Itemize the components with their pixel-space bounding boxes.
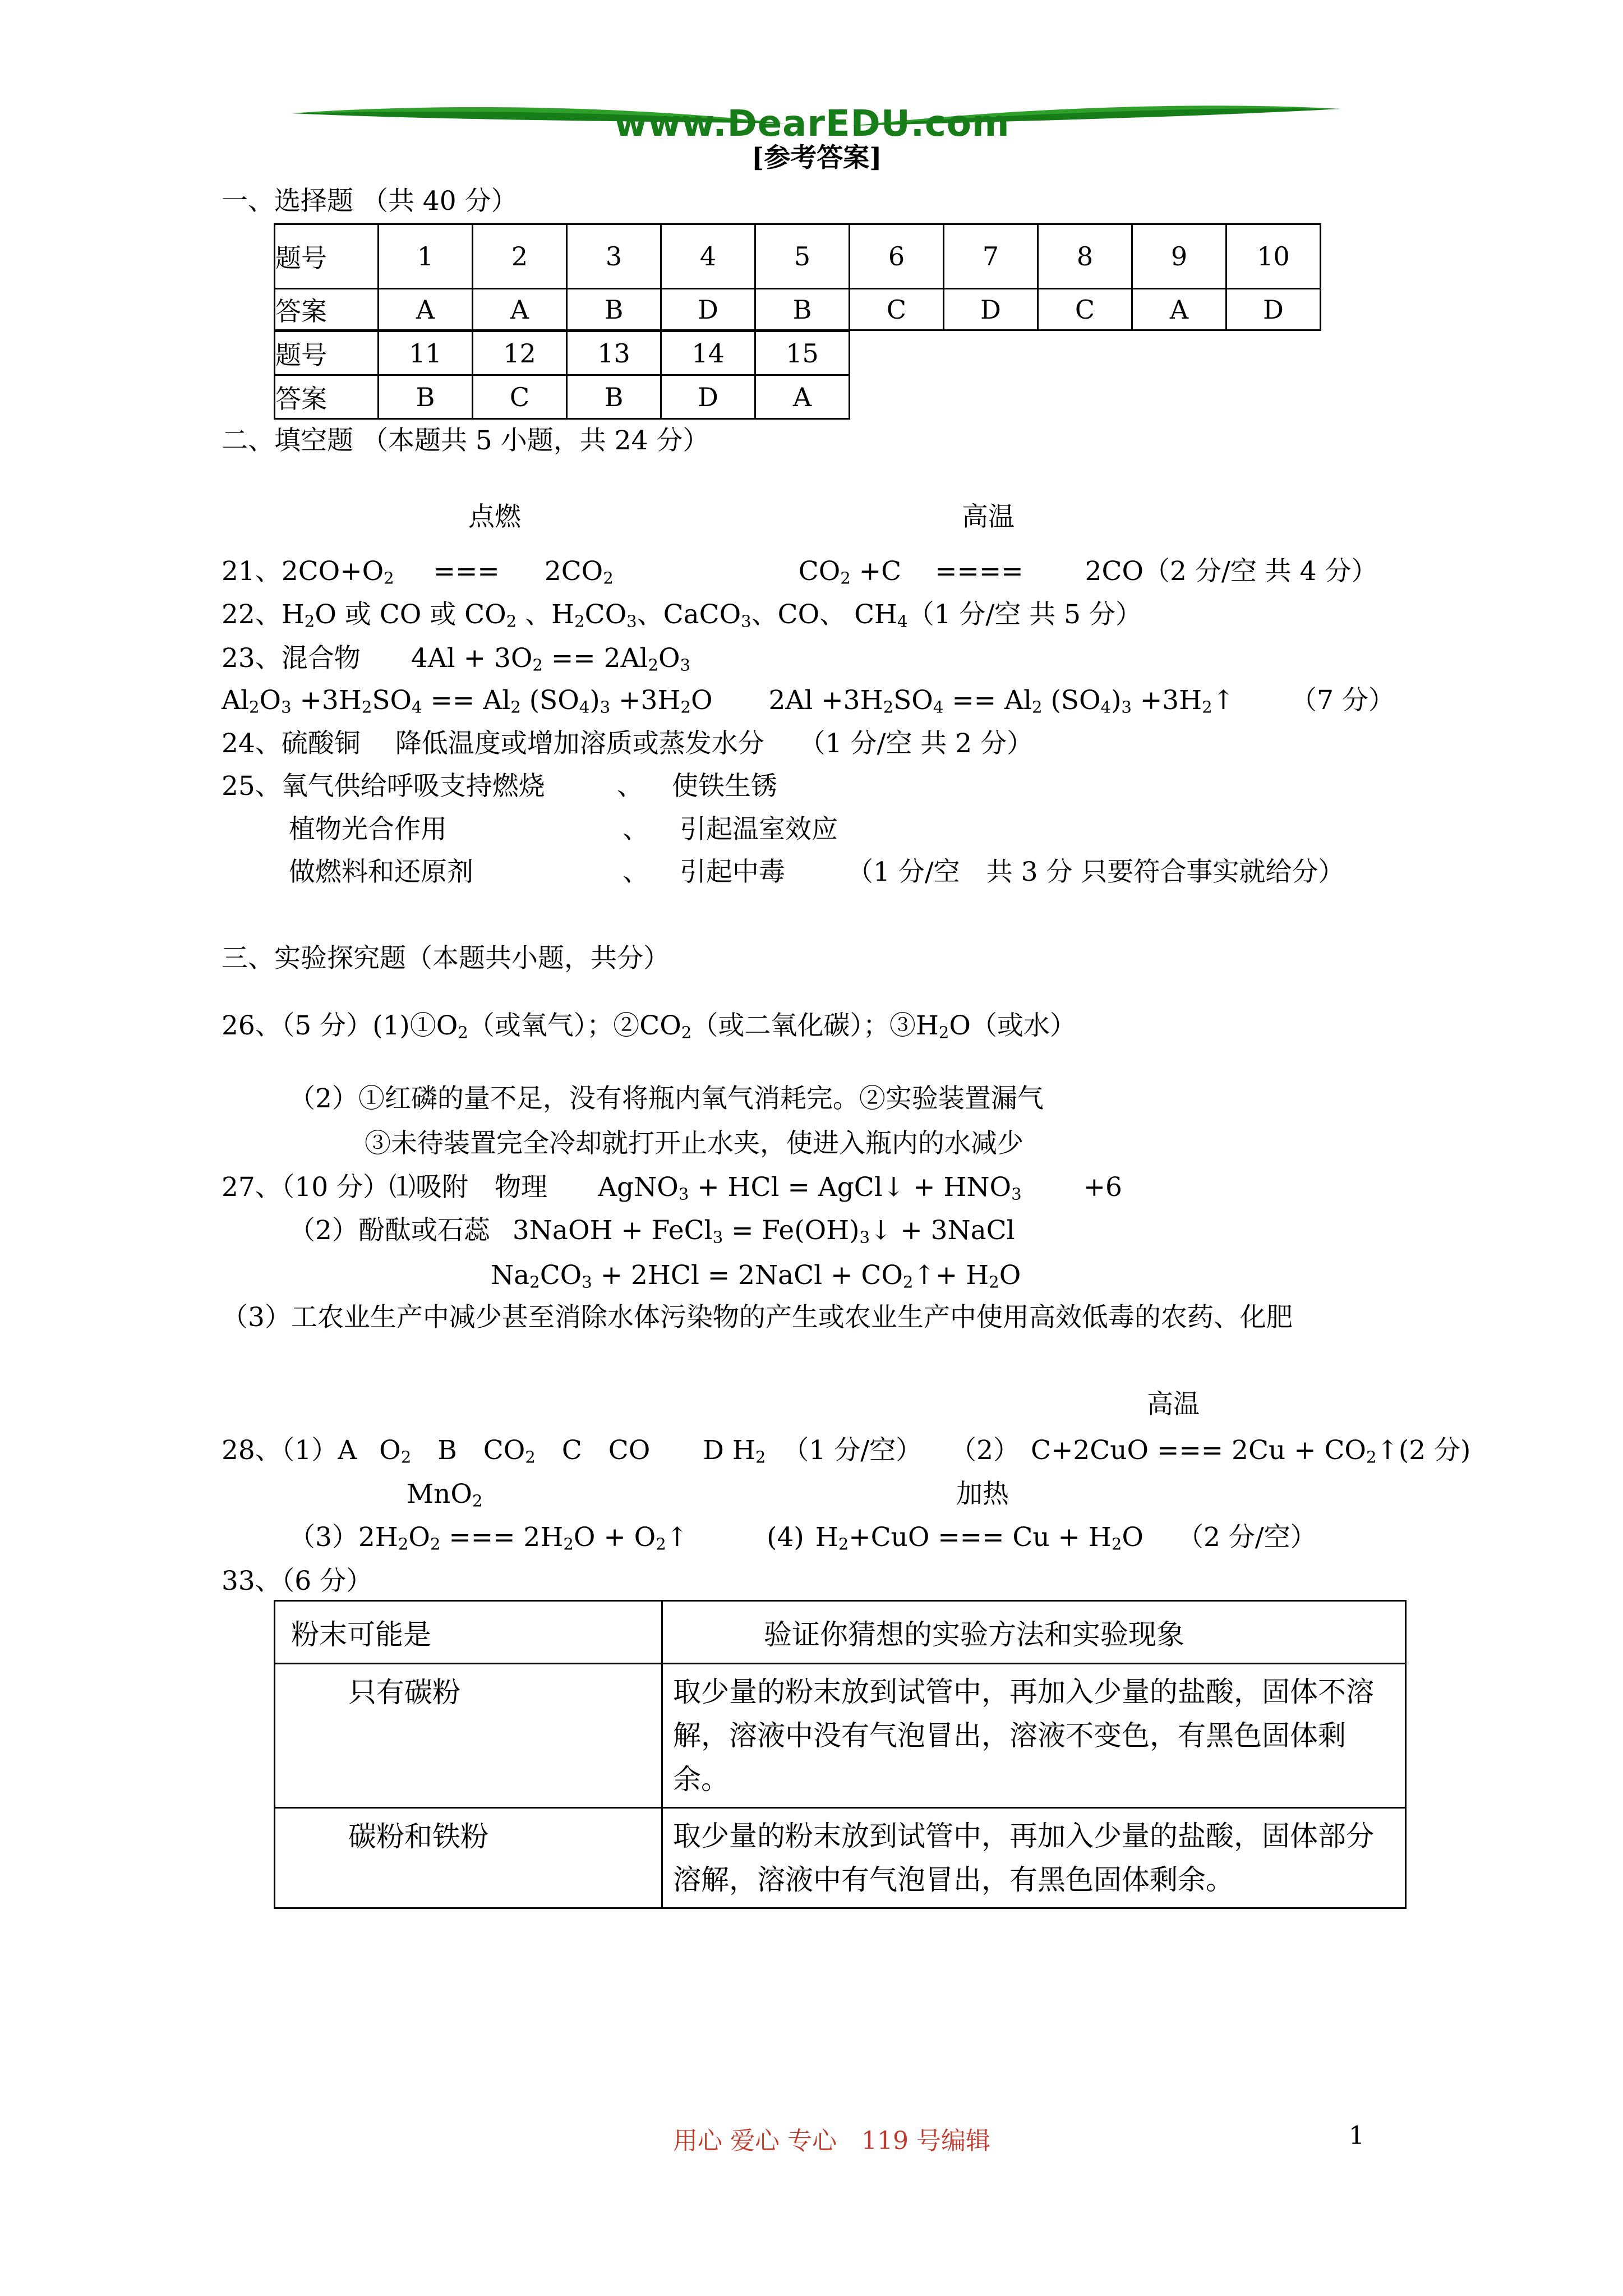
guess-cell: 只有碳粉: [275, 1664, 662, 1808]
q21-eq2-co2: $CO_2$: [798, 556, 851, 588]
question-number-cell: 2: [473, 224, 567, 289]
method-cell: [662, 1664, 1406, 1808]
answer-cell: D: [944, 289, 1038, 330]
q27-eq2: 3NaOH + FeCl$_3$ = $Fe(OH)_3↓$ + 3NaCl: [512, 1215, 1015, 1247]
q25-sep: 、: [623, 814, 649, 845]
q28-text: （2）: [950, 1435, 1020, 1466]
row-label: 答案: [275, 375, 379, 419]
q27-text: 27、（10 分）⑴吸附 物理: [222, 1172, 548, 1203]
answer-cell: B: [379, 375, 473, 419]
method-line: 取少量的粉末放到试管中，再加入少量的盐酸，固体不溶: [673, 1676, 1374, 1708]
q22-text: O 或 CO 或 CO: [315, 599, 506, 630]
question-number-cell: 5: [755, 224, 850, 289]
answer-cell: D: [661, 289, 755, 330]
condition-high-temp: 高温: [1147, 1389, 1200, 1420]
answer-cell: C: [850, 289, 944, 330]
q28-text: 28、（1）A: [222, 1435, 357, 1466]
answer-cell: C: [473, 375, 567, 419]
q21-eq1-sign: ===: [433, 556, 500, 587]
q28-line3: [289, 1522, 1317, 1554]
row-label: 答案: [275, 289, 379, 330]
answer-cell: D: [661, 375, 755, 419]
q22-score: （1 分/空 共 5 分）: [907, 599, 1142, 630]
condition-catalyst: MnO$_2$: [407, 1479, 483, 1511]
q21-eq2-left: +C: [859, 556, 902, 587]
q33-label: 33、（6 分）: [222, 1566, 373, 1596]
table-row-numbers: [275, 224, 1321, 289]
q23-score: （7 分）: [1290, 685, 1395, 716]
question-number-cell: 10: [1227, 224, 1321, 289]
q28-text: (4): [767, 1522, 804, 1553]
answer-cell: B: [755, 289, 850, 330]
guess-verify-table: [274, 1600, 1407, 1909]
q26-line3: ③未待装置完全冷却就打开止水夹，使进入瓶内的水减少: [365, 1128, 1023, 1159]
q28-score: （2 分/空）: [1177, 1522, 1317, 1553]
q25-score: （1 分/空 共 3 分 只要符合事实就给分）: [847, 857, 1345, 887]
answer-table-1: [274, 223, 1321, 331]
section3-heading: 三、实验探究题（本题共小题，共分）: [222, 943, 670, 974]
q28-eq3: $H_2+CuO$ === $Cu + H_2O$: [815, 1522, 1144, 1554]
table-row-answers: [275, 375, 850, 419]
question-number-cell: 14: [661, 332, 755, 375]
condition-heat: 加热: [956, 1479, 1009, 1510]
method-cell: [662, 1808, 1406, 1908]
method-line: 取少量的粉末放到试管中，再加入少量的盐酸，固体部分: [673, 1820, 1374, 1852]
q25-answer: 引起中毒: [680, 857, 785, 887]
method-line: 溶解，溶液中有气泡冒出，有黑色固体剩余。: [673, 1864, 1234, 1896]
q27-eq3: $Na_2CO_3 + 2HCl$ = 2NaCl + $CO_2↑+ H_2O$: [491, 1260, 1021, 1292]
q26-text: 26、（5 分）(1)①O: [222, 1010, 458, 1041]
question-number-cell: 3: [567, 224, 661, 289]
q23-eq1: $4Al + 3O_2 == 2Al_2O_3$: [411, 643, 691, 675]
q21-eq2-right: 2CO: [1085, 556, 1144, 587]
q21-eq1-left: $2CO+O_2$: [281, 556, 394, 588]
question-number-cell: 7: [944, 224, 1038, 289]
q26-line1: 26、（5 分）$(1)①O_2$（或氧气）；$②CO_2$（或二氧化碳）；$③H_2O$（或水）: [222, 1010, 1076, 1042]
q25-label: 25、氧气供给呼吸支持燃烧: [222, 771, 545, 802]
answer-cell: B: [567, 289, 661, 330]
q23-line2: [222, 685, 1395, 717]
q22-text: CO: [584, 599, 627, 630]
q21-line: [222, 556, 1378, 588]
q23-label: 23、混合物: [222, 643, 361, 674]
q22-line: 22、$H_2O$ 或 CO 或 $CO_2$ 、$H_2CO_3$、CaCO$_3$、CO、 $CH_4(1$ 分/空 共 5 分）: [222, 599, 1142, 631]
question-number-cell: 1: [379, 224, 473, 289]
question-number-cell: 12: [473, 332, 567, 375]
q28-eq2: $2H_2O_2$ === $2H_2O$ + $O_2↑$: [358, 1522, 689, 1554]
table-row: [275, 1664, 1406, 1808]
q22-text: 、CaCO: [637, 599, 741, 630]
q26-text: （或氧气）；②CO: [468, 1010, 681, 1041]
answer-cell: A: [1132, 289, 1227, 330]
q22-text: 22、H: [222, 599, 305, 630]
question-number-cell: 4: [661, 224, 755, 289]
header-cell: 验证你猜想的实验方法和实验现象: [662, 1601, 1406, 1664]
q23-line1: [222, 643, 691, 675]
q22-text: 、CO、 CH: [751, 599, 898, 630]
question-number-cell: 15: [755, 332, 850, 375]
table-row-answers: [275, 289, 1321, 330]
question-number-cell: 9: [1132, 224, 1227, 289]
catalyst-label: MnO: [407, 1479, 472, 1510]
q28-answer: $O_2$ B $CO_2$ C CO D $H_2$: [379, 1435, 766, 1467]
q21-score: （2 分/空 共 4 分）: [1144, 556, 1378, 587]
q24-line: 24、硫酸铜 降低温度或增加溶质或蒸发水分 （1 分/空 共 2 分）: [222, 728, 1034, 759]
footer-text: 用心 爱心 专心 119 号编辑: [673, 2127, 990, 2155]
section2-heading: 二、填空题 （本题共 5 小题，共 24 分）: [222, 425, 709, 456]
answer-cell: A: [379, 289, 473, 330]
q27-line1: [222, 1172, 1122, 1204]
q23-eq3: $2Al +3H_2SO_4 == Al_2$ $(SO_4)_3$ $+3H_2↑$: [768, 685, 1235, 717]
q26-text: （或二氧化碳）；③H: [691, 1010, 939, 1041]
answer-cell: A: [473, 289, 567, 330]
answer-cell: C: [1038, 289, 1132, 330]
q27-line2: [289, 1215, 1015, 1247]
q27-line4: （3）工农业生产中减少甚至消除水体污染物的产生或农业生产中使用高效低毒的农药、化肥: [222, 1302, 1293, 1333]
question-number-cell: 11: [379, 332, 473, 375]
question-number-cell: 13: [567, 332, 661, 375]
q27-line3: [491, 1260, 1021, 1292]
answer-cell: D: [1227, 289, 1321, 330]
condition-ignite: 点燃: [468, 501, 521, 532]
answer-table-2: [274, 330, 850, 420]
section1-heading: 一、选择题 （共 40 分）: [222, 186, 518, 217]
q27-eq1: AgNO$_3$ + HCl = AgCl↓ + $HNO_3$: [598, 1172, 1022, 1204]
q21-eq1-right: $2CO_2$: [544, 556, 614, 588]
site-name-logo: www.DearEDU.com: [614, 103, 1010, 145]
condition-high-temp: 高温: [962, 501, 1015, 532]
answer-cell: A: [755, 375, 850, 419]
q28-line1: [222, 1435, 1471, 1467]
header-cell: 粉末可能是: [275, 1601, 662, 1664]
question-number-cell: 6: [850, 224, 944, 289]
q28-eq1: C+2CuO === $2Cu + CO_2↑$: [1031, 1435, 1399, 1467]
q27-valence: +6: [1083, 1172, 1122, 1203]
q26-line2: （2）①红磷的量不足，没有将瓶内氧气消耗完。②实验装置漏气: [289, 1083, 1044, 1114]
row-label: 题号: [275, 332, 379, 375]
q25-sep: 、: [623, 857, 649, 887]
q27-text: （2）酚酞或石蕊: [289, 1215, 490, 1246]
q21-number: 21、: [222, 556, 282, 587]
q28-text: （3）: [289, 1522, 358, 1553]
answer-cell: B: [567, 375, 661, 419]
question-number-cell: 8: [1038, 224, 1132, 289]
q25-answer: 使铁生锈: [672, 771, 777, 802]
q28-score: (2 分): [1398, 1435, 1471, 1466]
q25-answer: 引起温室效应: [680, 814, 838, 845]
q25-answer: 植物光合作用: [289, 814, 447, 845]
page-title: [参考答案]: [751, 142, 882, 173]
q22-text: 、H: [517, 599, 575, 630]
q25-sep: 、: [617, 771, 643, 802]
table-row-numbers: [275, 332, 850, 375]
method-line: 解，溶液中没有气泡冒出，溶液不变色，有黑色固体剩余。: [673, 1719, 1346, 1796]
page-number: 1: [1349, 2122, 1364, 2150]
q21-eq2-sign: ====: [935, 556, 1023, 587]
q25-answer: 做燃料和还原剂: [289, 857, 473, 887]
q26-text: O（或水）: [949, 1010, 1076, 1041]
table-row: [275, 1601, 1406, 1664]
q23-eq2: $Al_2O_3 +3H_2SO_4 == Al_2$ $(SO_4)_3 +3H_2O$: [222, 685, 713, 717]
table-row: [275, 1808, 1406, 1908]
q28-score: （1 分/空）: [782, 1435, 923, 1466]
guess-cell: 碳粉和铁粉: [275, 1808, 662, 1908]
row-label: 题号: [275, 224, 379, 289]
